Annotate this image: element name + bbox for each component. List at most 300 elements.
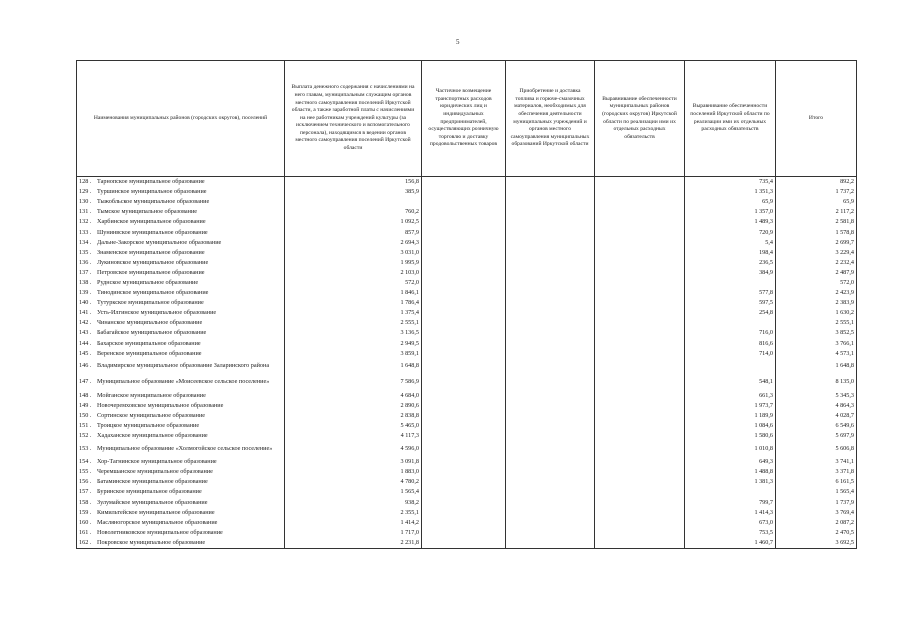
cell-settlements: 1 580,6 xyxy=(685,431,776,441)
cell-name xyxy=(77,268,285,278)
cell-name xyxy=(77,328,285,338)
cell-settlements: 1 189,9 xyxy=(685,411,776,421)
table-row xyxy=(77,298,857,308)
cell-fuel xyxy=(506,518,595,528)
cell-districts xyxy=(595,441,685,457)
cell-transport xyxy=(422,298,506,308)
row-title: Тыжобльское муниципальное образование xyxy=(97,198,210,206)
cell-total: 3 371,8 xyxy=(776,467,857,477)
cell-salary: 1 995,9 xyxy=(285,258,422,268)
row-number: 139 . xyxy=(79,289,92,297)
cell-settlements: 816,6 xyxy=(685,339,776,349)
cell-salary: 2 838,8 xyxy=(285,411,422,421)
cell-name xyxy=(77,528,285,538)
cell-salary: 4 684,0 xyxy=(285,391,422,401)
row-number: 132 . xyxy=(79,218,92,226)
cell-total: 8 135,0 xyxy=(776,375,857,391)
row-number: 151 . xyxy=(79,422,92,430)
cell-name xyxy=(77,421,285,431)
cell-settlements: 714,0 xyxy=(685,349,776,359)
cell-districts xyxy=(595,375,685,391)
table-row xyxy=(77,227,857,237)
row-number: 162 . xyxy=(79,538,92,546)
row-number: 137 . xyxy=(79,268,92,276)
table-header-row xyxy=(77,61,857,177)
cell-total: 65,9 xyxy=(776,197,857,207)
cell-transport xyxy=(422,487,506,497)
cell-name xyxy=(77,217,285,227)
cell-settlements: 673,0 xyxy=(685,518,776,528)
cell-salary: 5 465,0 xyxy=(285,421,422,431)
cell-salary: 385,9 xyxy=(285,187,422,197)
cell-settlements: 799,7 xyxy=(685,498,776,508)
row-title: Покровское муниципальное образование xyxy=(97,538,206,546)
cell-transport xyxy=(422,457,506,467)
cell-salary: 1 883,0 xyxy=(285,467,422,477)
cell-salary: 4 117,3 xyxy=(285,431,422,441)
table-row xyxy=(77,457,857,467)
row-title: Харбинское муниципальное образование xyxy=(97,218,206,226)
row-number: 148 . xyxy=(79,391,92,399)
cell-districts xyxy=(595,227,685,237)
cell-total: 4 028,7 xyxy=(776,411,857,421)
cell-districts xyxy=(595,318,685,328)
cell-name xyxy=(77,339,285,349)
cell-districts xyxy=(595,431,685,441)
cell-total: 3 692,5 xyxy=(776,538,857,549)
cell-total: 2 232,4 xyxy=(776,258,857,268)
cell-name xyxy=(77,375,285,391)
cell-name xyxy=(77,487,285,497)
table-row xyxy=(77,278,857,288)
cell-total: 1 630,2 xyxy=(776,308,857,318)
table-row xyxy=(77,441,857,457)
cell-transport xyxy=(422,391,506,401)
cell-transport xyxy=(422,308,506,318)
cell-salary: 1 414,2 xyxy=(285,518,422,528)
cell-settlements: 548,1 xyxy=(685,375,776,391)
cell-total: 3 229,4 xyxy=(776,248,857,258)
cell-settlements: 1 084,6 xyxy=(685,421,776,431)
cell-salary: 2 231,8 xyxy=(285,538,422,549)
cell-transport xyxy=(422,187,506,197)
cell-districts xyxy=(595,411,685,421)
row-title: Хор-Тагнинское муниципальное образование xyxy=(97,458,217,466)
row-title: Новочеремховское муниципальное образование xyxy=(97,401,224,409)
cell-total: 2 087,2 xyxy=(776,518,857,528)
cell-salary: 4 780,2 xyxy=(285,477,422,487)
cell-name xyxy=(77,288,285,298)
cell-districts xyxy=(595,187,685,197)
cell-salary: 2 890,6 xyxy=(285,401,422,411)
table-row xyxy=(77,288,857,298)
row-title: Кимильтейское муниципальное образование xyxy=(97,508,215,516)
cell-transport xyxy=(422,411,506,421)
row-title: Чинанское муниципальное образование xyxy=(97,319,203,327)
table-row xyxy=(77,518,857,528)
cell-transport xyxy=(422,538,506,549)
table-row xyxy=(77,258,857,268)
table-row xyxy=(77,375,857,391)
cell-fuel xyxy=(506,328,595,338)
row-title: Тымское муниципальное образование xyxy=(97,208,198,216)
cell-settlements: 198,4 xyxy=(685,248,776,258)
row-number: 140 . xyxy=(79,299,92,307)
row-number: 156 . xyxy=(79,478,92,486)
cell-name xyxy=(77,391,285,401)
row-title: Тутуркское муниципальное образование xyxy=(97,299,204,307)
cell-settlements xyxy=(685,318,776,328)
cell-fuel xyxy=(506,217,595,227)
cell-transport xyxy=(422,421,506,431)
cell-total: 3 769,4 xyxy=(776,508,857,518)
cell-salary: 3 031,0 xyxy=(285,248,422,258)
cell-total: 892,2 xyxy=(776,177,857,188)
cell-transport xyxy=(422,467,506,477)
row-number: 135 . xyxy=(79,248,92,256)
row-title: Черемшанское муниципальное образование xyxy=(97,468,213,476)
cell-fuel xyxy=(506,538,595,549)
cell-fuel xyxy=(506,441,595,457)
cell-name xyxy=(77,467,285,477)
table-row xyxy=(77,197,857,207)
table-row xyxy=(77,339,857,349)
row-title: Веренское муниципальное образование xyxy=(97,349,202,357)
cell-transport xyxy=(422,498,506,508)
row-number: 134 . xyxy=(79,238,92,246)
row-number: 130 . xyxy=(79,198,92,206)
row-title: Усть-Илгинское муниципальное образование xyxy=(97,309,217,317)
cell-transport xyxy=(422,431,506,441)
cell-districts xyxy=(595,518,685,528)
row-number: 161 . xyxy=(79,528,92,536)
cell-fuel xyxy=(506,298,595,308)
cell-districts xyxy=(595,421,685,431)
cell-name xyxy=(77,258,285,268)
cell-name xyxy=(77,177,285,188)
table-row xyxy=(77,391,857,401)
cell-transport xyxy=(422,217,506,227)
row-number: 133 . xyxy=(79,228,92,236)
cell-total: 2 117,2 xyxy=(776,207,857,217)
table-row xyxy=(77,401,857,411)
cell-transport xyxy=(422,207,506,217)
cell-total: 5 697,9 xyxy=(776,431,857,441)
row-title: Шунинвское муниципальное образование xyxy=(97,228,208,236)
cell-total: 2 470,5 xyxy=(776,528,857,538)
cell-total: 3 766,1 xyxy=(776,339,857,349)
row-title: Тарнопское муниципальное образование xyxy=(97,178,205,186)
cell-salary: 4 596,0 xyxy=(285,441,422,457)
cell-total: 2 699,7 xyxy=(776,238,857,248)
cell-districts xyxy=(595,339,685,349)
table-row xyxy=(77,487,857,497)
row-title: Новолетниковское муниципальное образование xyxy=(97,528,223,536)
row-title: Туршинское муниципальное образование xyxy=(97,188,207,196)
row-title: Муниципальное образование «Моисеевское сельское поселение» xyxy=(97,378,270,386)
cell-settlements xyxy=(685,487,776,497)
cell-total: 4 573,1 xyxy=(776,349,857,359)
cell-settlements: 649,3 xyxy=(685,457,776,467)
row-number: 131 . xyxy=(79,208,92,216)
cell-salary: 1 786,4 xyxy=(285,298,422,308)
cell-districts xyxy=(595,268,685,278)
cell-districts xyxy=(595,238,685,248)
row-number: 152 . xyxy=(79,432,92,440)
cell-total: 2 555,1 xyxy=(776,318,857,328)
cell-fuel xyxy=(506,411,595,421)
cell-name xyxy=(77,498,285,508)
cell-transport xyxy=(422,528,506,538)
row-title: Буринское муниципальное образование xyxy=(97,488,202,496)
row-title: Знаменское муниципальное образование xyxy=(97,248,205,256)
cell-salary: 1 375,4 xyxy=(285,308,422,318)
cell-districts xyxy=(595,349,685,359)
cell-total: 6 161,5 xyxy=(776,477,857,487)
page-number: 5 xyxy=(456,38,460,46)
table-row xyxy=(77,318,857,328)
cell-total: 1 578,8 xyxy=(776,227,857,237)
row-number: 129 . xyxy=(79,188,92,196)
cell-fuel xyxy=(506,487,595,497)
row-title: Сортинское муниципальное образование xyxy=(97,411,206,419)
row-title: Петровское муниципальное образование xyxy=(97,268,205,276)
row-title: Лукиновское муниципальное образование xyxy=(97,258,209,266)
cell-name xyxy=(77,227,285,237)
cell-fuel xyxy=(506,498,595,508)
cell-districts xyxy=(595,328,685,338)
table-row xyxy=(77,467,857,477)
cell-transport xyxy=(422,349,506,359)
cell-total: 572,0 xyxy=(776,278,857,288)
cell-total: 5 345,3 xyxy=(776,391,857,401)
cell-districts xyxy=(595,207,685,217)
cell-districts xyxy=(595,508,685,518)
table-row xyxy=(77,359,857,375)
cell-settlements: 254,8 xyxy=(685,308,776,318)
cell-total: 2 581,8 xyxy=(776,217,857,227)
cell-fuel xyxy=(506,375,595,391)
cell-fuel xyxy=(506,187,595,197)
row-title: Муниципальное образование «Холмогойское сельское поселение» xyxy=(97,444,273,452)
cell-total: 2 423,9 xyxy=(776,288,857,298)
cell-districts xyxy=(595,528,685,538)
row-title: Троицкое муниципальное образование xyxy=(97,422,200,430)
row-title: Владимирское муниципальное образование Заларинского района xyxy=(97,362,270,370)
cell-settlements: 1 973,7 xyxy=(685,401,776,411)
cell-salary: 857,9 xyxy=(285,227,422,237)
table-row xyxy=(77,349,857,359)
cell-total: 4 864,3 xyxy=(776,401,857,411)
cell-salary: 2 103,0 xyxy=(285,268,422,278)
header-settlements: Выравнивание обеспеченности поселений Иркутской области по реализации ими их отдельных расходных обязательств xyxy=(685,61,776,177)
table-row xyxy=(77,538,857,549)
cell-salary: 2 355,1 xyxy=(285,508,422,518)
table-row xyxy=(77,477,857,487)
cell-transport xyxy=(422,477,506,487)
cell-transport xyxy=(422,401,506,411)
table-row xyxy=(77,498,857,508)
cell-transport xyxy=(422,238,506,248)
row-number: 158 . xyxy=(79,498,92,506)
cell-settlements xyxy=(685,359,776,375)
row-title: Руднское муниципальное образование xyxy=(97,278,199,286)
row-number: 128 . xyxy=(79,178,92,186)
cell-transport xyxy=(422,518,506,528)
cell-name xyxy=(77,359,285,375)
cell-settlements: 735,4 xyxy=(685,177,776,188)
cell-districts xyxy=(595,197,685,207)
cell-total: 2 383,9 xyxy=(776,298,857,308)
cell-fuel xyxy=(506,457,595,467)
cell-districts xyxy=(595,258,685,268)
cell-salary: 1 648,8 xyxy=(285,359,422,375)
cell-salary: 1 565,4 xyxy=(285,487,422,497)
row-number: 144 . xyxy=(79,339,92,347)
table-row xyxy=(77,508,857,518)
table-row xyxy=(77,308,857,318)
cell-settlements: 577,8 xyxy=(685,288,776,298)
row-number: 150 . xyxy=(79,411,92,419)
cell-settlements: 753,5 xyxy=(685,528,776,538)
cell-fuel xyxy=(506,227,595,237)
cell-salary: 2 694,3 xyxy=(285,238,422,248)
row-title: Масляногорское муниципальное образование xyxy=(97,518,218,526)
cell-name xyxy=(77,349,285,359)
cell-fuel xyxy=(506,258,595,268)
table-row xyxy=(77,528,857,538)
cell-name xyxy=(77,308,285,318)
cell-total: 5 606,8 xyxy=(776,441,857,457)
cell-settlements: 1 381,3 xyxy=(685,477,776,487)
cell-transport xyxy=(422,508,506,518)
header-salary: Выплата денежного содержания с начислениями на него главам, муниципальным служащим органов местного самоуправления поселений Иркутской области, а также заработной платы с начислениями на нее работникам учреждений культуры (за исключением технического и вспомогательного персонала), находящимся в ведении органов местного самоуправления поселений Иркутской области xyxy=(285,61,422,177)
cell-districts xyxy=(595,477,685,487)
cell-fuel xyxy=(506,288,595,298)
row-title: Тинодинское муниципальное образование xyxy=(97,289,209,297)
cell-districts xyxy=(595,457,685,467)
cell-settlements: 1 460,7 xyxy=(685,538,776,549)
cell-fuel xyxy=(506,349,595,359)
cell-fuel xyxy=(506,207,595,217)
header-fuel: Приобретение и доставка топлива и горюче-смазочных материалов, необходимых для обеспечения деятельности муниципальных учреждений и органов местного самоуправления муниципальных образований Иркутской области xyxy=(506,61,595,177)
row-number: 136 . xyxy=(79,258,92,266)
cell-settlements xyxy=(685,278,776,288)
cell-salary: 3 859,1 xyxy=(285,349,422,359)
cell-total: 3 741,1 xyxy=(776,457,857,467)
row-number: 145 . xyxy=(79,349,92,357)
cell-districts xyxy=(595,278,685,288)
cell-salary: 2 555,1 xyxy=(285,318,422,328)
cell-districts xyxy=(595,498,685,508)
table-row xyxy=(77,328,857,338)
row-number: 142 . xyxy=(79,319,92,327)
cell-fuel xyxy=(506,391,595,401)
cell-transport xyxy=(422,227,506,237)
cell-total: 1 565,4 xyxy=(776,487,857,497)
cell-districts xyxy=(595,391,685,401)
row-title: Мойганское муниципальное образование xyxy=(97,391,206,399)
cell-total: 1 648,8 xyxy=(776,359,857,375)
cell-total: 2 487,9 xyxy=(776,268,857,278)
row-title: Зулумайское муниципальное образование xyxy=(97,498,208,506)
cell-settlements: 1 414,3 xyxy=(685,508,776,518)
cell-salary: 760,2 xyxy=(285,207,422,217)
row-number: 155 . xyxy=(79,468,92,476)
cell-transport xyxy=(422,258,506,268)
cell-settlements: 236,5 xyxy=(685,258,776,268)
cell-fuel xyxy=(506,278,595,288)
row-number: 138 . xyxy=(79,278,92,286)
cell-transport xyxy=(422,359,506,375)
cell-fuel xyxy=(506,421,595,431)
row-number: 147 . xyxy=(79,378,92,386)
cell-transport xyxy=(422,278,506,288)
table-row xyxy=(77,248,857,258)
budget-table xyxy=(76,60,857,549)
cell-fuel xyxy=(506,268,595,278)
table-body xyxy=(77,177,857,549)
cell-settlements: 1 357,0 xyxy=(685,207,776,217)
cell-salary: 938,2 xyxy=(285,498,422,508)
cell-salary: 572,0 xyxy=(285,278,422,288)
row-title: Хадаханское муниципальное образование xyxy=(97,432,208,440)
cell-transport xyxy=(422,248,506,258)
cell-name xyxy=(77,401,285,411)
cell-name xyxy=(77,318,285,328)
cell-districts xyxy=(595,401,685,411)
cell-name xyxy=(77,411,285,421)
cell-fuel xyxy=(506,177,595,188)
cell-salary xyxy=(285,197,422,207)
header-transport: Частичное возмещение транспортных расходов юридических лиц и индивидуальных предпринимателей, осуществляющих розничную торговлю и доставку продовольственных товаров xyxy=(422,61,506,177)
cell-transport xyxy=(422,318,506,328)
row-number: 159 . xyxy=(79,508,92,516)
cell-districts xyxy=(595,288,685,298)
cell-settlements: 661,3 xyxy=(685,391,776,401)
cell-total: 3 852,5 xyxy=(776,328,857,338)
cell-name xyxy=(77,278,285,288)
row-number: 154 . xyxy=(79,458,92,466)
cell-name xyxy=(77,431,285,441)
table-row xyxy=(77,238,857,248)
cell-districts xyxy=(595,298,685,308)
cell-fuel xyxy=(506,308,595,318)
cell-fuel xyxy=(506,238,595,248)
row-title: Дальне-Закорское муниципальное образование xyxy=(97,238,222,246)
cell-salary: 156,8 xyxy=(285,177,422,188)
cell-fuel xyxy=(506,359,595,375)
table-row xyxy=(77,421,857,431)
cell-name xyxy=(77,187,285,197)
cell-districts xyxy=(595,217,685,227)
row-title: Батаминское муниципальное образование xyxy=(97,478,208,486)
cell-name xyxy=(77,538,285,549)
cell-settlements: 720,9 xyxy=(685,227,776,237)
cell-fuel xyxy=(506,431,595,441)
cell-settlements: 597,5 xyxy=(685,298,776,308)
cell-fuel xyxy=(506,248,595,258)
cell-settlements: 1 489,3 xyxy=(685,217,776,227)
cell-fuel xyxy=(506,401,595,411)
cell-name xyxy=(77,197,285,207)
row-number: 141 . xyxy=(79,309,92,317)
header-districts: Выравнивание обеспеченности муниципальных районов (городских округов) Иркутской области по реализации ими их отдельных расходных обязательств xyxy=(595,61,685,177)
cell-settlements: 384,9 xyxy=(685,268,776,278)
table-row xyxy=(77,431,857,441)
cell-settlements: 716,0 xyxy=(685,328,776,338)
table-row xyxy=(77,207,857,217)
